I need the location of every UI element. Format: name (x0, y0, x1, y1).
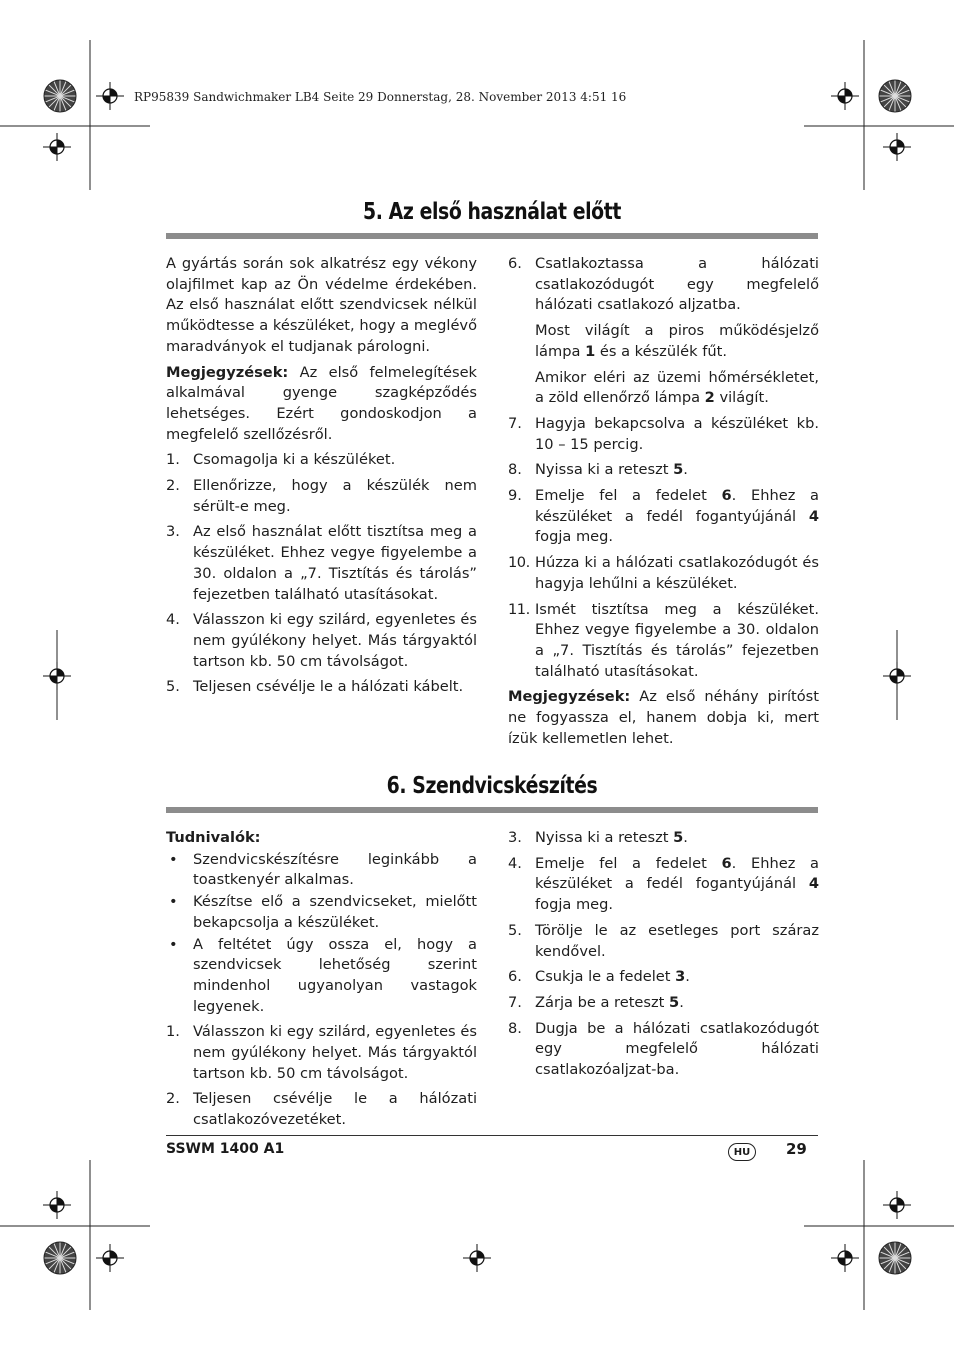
note-text: Az első néhány pirítóst ne fogyassza el, hanem dobja ki, mert ízük kellemetlen lehet. (508, 688, 819, 747)
list-number: 10. (508, 554, 530, 572)
part-number: 4 (808, 875, 819, 893)
bullet-text: A feltétet úgy ossza el, hogy a szendvicsek lehetőség szerint mindenhol ugyanolyan vastagok legyenek. (193, 935, 477, 1015)
crosshair-registration-icon (463, 1244, 491, 1272)
list-text (535, 854, 819, 916)
list-item (508, 993, 819, 1014)
info-label-text: Tudnivalók: (166, 829, 261, 846)
text-run: . (685, 968, 690, 986)
crosshair-registration-icon (831, 1244, 859, 1272)
section-6-right-column (508, 828, 819, 1086)
list-number: 9. (508, 487, 522, 505)
list-text: Teljesen csévélje le a hálózati kábelt. (193, 678, 464, 696)
text-run: Csukja le a fedelet (535, 968, 676, 986)
list-text: Hagyja bekapcsolva a készüléket kb. 10 – 15 percig. (535, 414, 819, 453)
text-run: fogja meg. (535, 896, 614, 914)
bullet-item (166, 935, 477, 1018)
list-item (508, 486, 819, 548)
list-number: 1. (166, 1023, 180, 1041)
crosshair-registration-icon (96, 1244, 124, 1272)
list-text (535, 993, 819, 1014)
printer-color-wheel-icon (879, 80, 911, 112)
text-run: fogja meg. (535, 528, 614, 546)
bullet-item (166, 892, 477, 933)
crosshair-registration-icon (883, 133, 911, 161)
info-label (166, 828, 477, 849)
list-item (166, 476, 477, 517)
crosshair-registration-icon (43, 1191, 71, 1219)
section-6-rule (166, 807, 818, 813)
list-item (166, 1089, 477, 1130)
list-text: Az első használat előtt tisztítsa meg a készüléket. Ehhez vegye figyelembe a 30. oldalon a „7. Tisztítás és tárolás” fejezetben található utasításokat. (193, 523, 477, 603)
list-item (166, 450, 477, 471)
bullet-icon: • (169, 850, 178, 868)
text-run: Nyissa ki a reteszt (535, 461, 674, 479)
text-run: Most világít a piros működésjelző lámpa (535, 322, 819, 360)
crosshair-registration-icon (43, 662, 71, 690)
list-text (535, 486, 819, 548)
list-number: 5. (508, 921, 522, 939)
footer-model-number: SSWM 1400 A1 (166, 1141, 285, 1157)
part-number: 5 (673, 461, 684, 479)
printer-color-wheel-icon (879, 1242, 911, 1274)
note-paragraph (166, 363, 477, 446)
list-number: 6. (508, 255, 522, 272)
note-label: Megjegyzések: (166, 363, 289, 381)
list-item (508, 1019, 819, 1081)
text-run: Amikor eléri az üzemi hőmérsékletet, a zöld ellenőrző lámpa (535, 368, 819, 407)
list-sub-paragraph (508, 368, 819, 409)
section-6-title: 6. Szendvicskészítés (386, 773, 598, 799)
list-item (166, 677, 477, 698)
list-item (508, 854, 819, 916)
list-text: Ellenőrizze, hogy a készülék nem sérült-e meg. (193, 477, 477, 515)
text-run: . (679, 993, 684, 1011)
bullet-text: Szendvicskészítésre leginkább a toastkenyér alkalmas. (193, 850, 477, 889)
bullet-item (166, 850, 477, 891)
crosshair-registration-icon (883, 1191, 911, 1219)
section-5-rule (166, 233, 818, 239)
text-run: . (683, 461, 688, 479)
printer-color-wheel-icon (44, 1242, 76, 1274)
note-paragraph (508, 687, 819, 749)
note-label: Megjegyzések: (508, 688, 631, 706)
text-run: . (683, 829, 688, 846)
part-number: 5 (673, 829, 684, 846)
text-run: világít. (714, 389, 769, 407)
text-run: és a készülék fűt. (595, 342, 727, 360)
crosshair-registration-icon (883, 662, 911, 690)
list-number: 3. (166, 523, 180, 541)
crosshair-registration-icon (43, 133, 71, 161)
part-number: 3 (675, 968, 686, 986)
list-text (535, 828, 819, 849)
list-text: Teljesen csévélje le a hálózati csatlakozóvezetéket. (193, 1090, 477, 1129)
text-run: . Ehhez a készüléket a fedél fogantyújánál (535, 487, 819, 525)
bullet-icon: • (169, 935, 178, 953)
section-5-title: 5. Az első használat előtt (363, 199, 621, 225)
footer-rule (166, 1135, 818, 1136)
list-number: 8. (508, 1019, 522, 1037)
list-text: Csomagolja ki a készüléket. (193, 451, 396, 469)
list-number: 11. (508, 600, 530, 618)
part-number: 6 (721, 854, 732, 872)
list-item (508, 921, 819, 962)
list-item (508, 553, 819, 594)
list-item (166, 1022, 477, 1084)
list-item (166, 610, 477, 672)
list-number: 2. (166, 1090, 180, 1108)
list-number: 8. (508, 461, 522, 479)
list-item (508, 460, 819, 481)
section-6-left-column (166, 828, 477, 1136)
print-job-header: RP95839 Sandwichmaker LB4 Seite 29 Donnerstag, 28. November 2013 4:51 16 (134, 90, 627, 104)
list-text: Válasszon ki egy szilárd, egyenletes és nem gyúlékony helyet. Más tárgyaktól tartson kb. 50 cm távolságot. (193, 611, 477, 670)
section-5-left-column (166, 254, 477, 703)
text-run: . Ehhez a készüléket a fedél fogantyújánál (535, 854, 819, 893)
bullet-text: Készítse elő a szendvicseket, mielőtt bekapcsolja a készüléket. (193, 893, 477, 931)
list-number: 6. (508, 968, 522, 986)
part-number: 1 (585, 342, 596, 360)
list-item (508, 828, 819, 849)
part-number: 2 (704, 389, 715, 407)
list-number: 2. (166, 477, 180, 495)
text-run: Emelje fel a fedelet (535, 487, 722, 505)
list-text: Ismét tisztítsa meg a készüléket. Ehhez vegye figyelembe a 30. oldalon a „7. Tisztítás és tárolás” fejezetben található utasításokat. (535, 600, 819, 680)
list-text (535, 967, 819, 988)
list-text: Húzza ki a hálózati csatlakozódugót és hagyja lehűlni a készüléket. (535, 554, 819, 592)
list-number: 7. (508, 993, 522, 1011)
note-text: Az első felmelegítések alkalmával gyenge szagképződés lehetséges. Ezért gondoskodjon a megfelelő szellőzésről. (166, 363, 477, 443)
list-item (508, 967, 819, 988)
bullet-icon: • (169, 893, 178, 911)
list-text: Csatlakoztassa a hálózati csatlakozódugót egy megfelelő hálózati csatlakozó aljzatba. (535, 255, 819, 314)
language-badge: HU (728, 1143, 756, 1161)
part-number: 4 (808, 507, 819, 525)
list-item (166, 522, 477, 605)
list-item (508, 254, 819, 316)
crosshair-registration-icon (96, 82, 124, 110)
part-number: 5 (669, 993, 680, 1011)
list-item (508, 414, 819, 455)
list-number: 4. (508, 854, 522, 872)
text-run: Nyissa ki a reteszt (535, 829, 674, 846)
page-number: 29 (786, 1140, 807, 1158)
crosshair-registration-icon (831, 82, 859, 110)
list-text: Dugja be a hálózati csatlakozódugót egy megfelelő hálózati csatlakozóaljzat-ba. (535, 1019, 819, 1079)
list-number: 4. (166, 611, 180, 629)
part-number: 6 (721, 487, 732, 505)
text-run: Zárja be a reteszt (535, 993, 670, 1011)
text-run: Emelje fel a fedelet (535, 854, 722, 872)
list-sub-paragraph (508, 321, 819, 362)
section-5-right-column (508, 254, 819, 754)
list-number: 7. (508, 414, 522, 432)
list-number: 1. (166, 451, 180, 469)
list-text: Törölje le az esetleges port száraz kendővel. (535, 921, 819, 960)
list-text (535, 460, 819, 481)
list-number: 5. (166, 678, 180, 696)
list-text: Válasszon ki egy szilárd, egyenletes és nem gyúlékony helyet. Más tárgyaktól tartson kb. 50 cm távolságot. (193, 1023, 477, 1082)
intro-paragraph: A gyártás során sok alkatrész egy vékony olajfilmet kap az Ön védelme érdekében. Az első használat előtt szendvicsek nélkül működtesse a készüléket, hogy a meglévő maradványok el tudjanak párologni. (166, 255, 477, 355)
list-number: 3. (508, 829, 522, 846)
list-item (508, 600, 819, 683)
printer-color-wheel-icon (44, 80, 76, 112)
